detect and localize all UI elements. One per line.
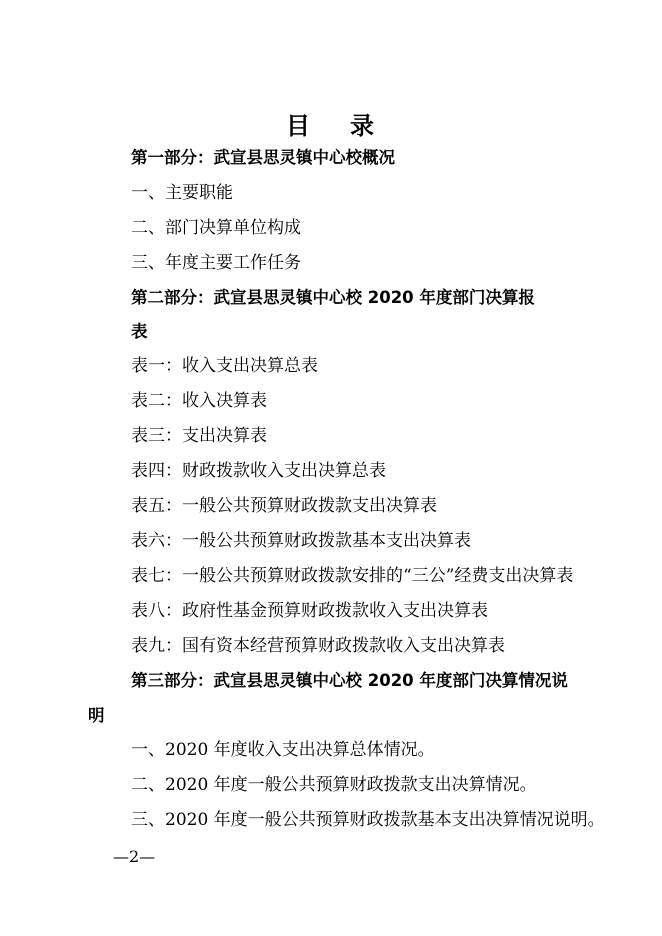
toc-part2-item-3: 表三：支出决算表 — [131, 426, 267, 446]
title-char-1: 目 — [286, 112, 312, 140]
toc-part2-item-5: 表五：一般公共预算财政拨款支出决算表 — [131, 496, 437, 516]
toc-part2-heading-line1: 第二部分：武宣县思灵镇中心校 2020 年度部门决算报 — [131, 288, 535, 307]
toc-part2-item-9: 表九：国有资本经营预算财政拨款收入支出决算表 — [131, 636, 505, 656]
page-title — [0, 110, 662, 142]
toc-part1-heading: 第一部分：武宣县思灵镇中心校概况 — [131, 148, 395, 167]
toc-part2-item-6: 表六：一般公共预算财政拨款基本支出决算表 — [131, 531, 471, 551]
toc-part3-item-3: 三、2020 年度一般公共预算财政拨款基本支出决算情况说明。 — [131, 810, 605, 830]
title-char-2: 录 — [350, 112, 376, 140]
page-number: —2— — [113, 847, 156, 866]
toc-part2-item-7: 表七：一般公共预算财政拨款安排的“三公”经费支出决算表 — [131, 566, 574, 586]
toc-part2-item-4: 表四：财政拨款收入支出决算总表 — [131, 461, 386, 481]
toc-part3-item-1: 一、2020 年度收入支出决算总体情况。 — [131, 740, 435, 760]
toc-part2-item-1: 表一：收入支出决算总表 — [131, 356, 318, 376]
toc-part1-item-2: 二、部门决算单位构成 — [131, 218, 301, 238]
toc-part2-heading-line2: 表 — [131, 322, 148, 341]
toc-part2-item-8: 表八：政府性基金预算财政拨款收入支出决算表 — [131, 601, 488, 621]
toc-part3-heading-line1: 第三部分：武宣县思灵镇中心校 2020 年度部门决算情况说 — [131, 671, 568, 690]
toc-part2-item-2: 表二：收入决算表 — [131, 391, 267, 411]
toc-part1-item-1: 一、主要职能 — [131, 183, 233, 203]
toc-part3-item-2: 二、2020 年度一般公共预算财政拨款支出决算情况。 — [131, 775, 537, 795]
toc-part3-heading-line2: 明 — [88, 706, 105, 725]
toc-part1-item-3: 三、年度主要工作任务 — [131, 253, 301, 273]
